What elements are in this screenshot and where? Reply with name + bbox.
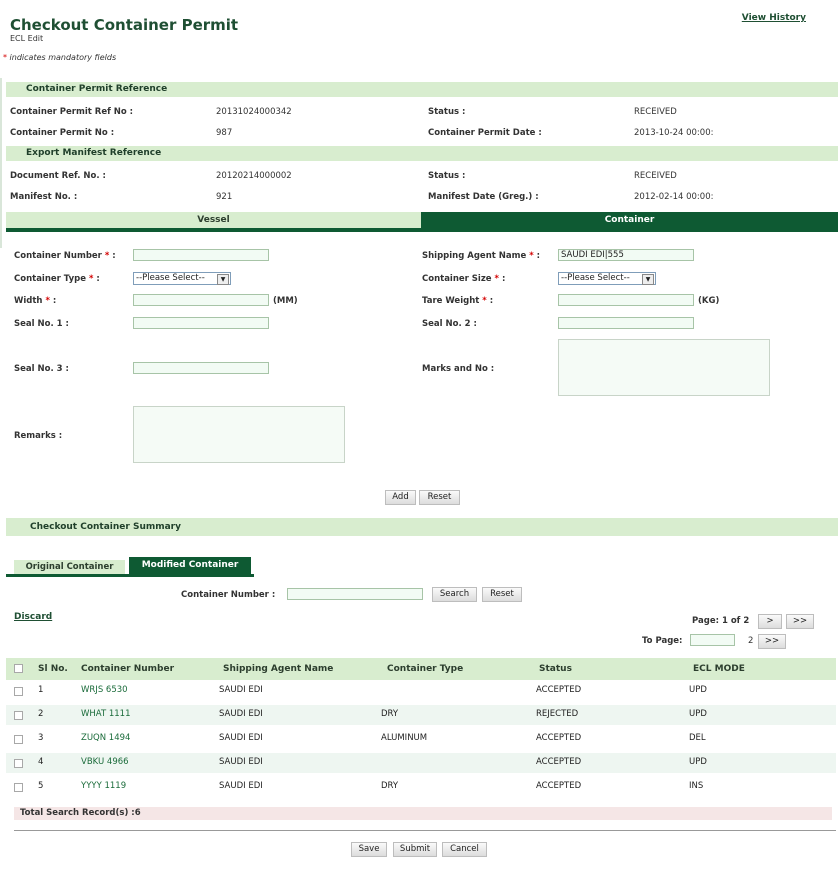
search-container-label: Container Number : [181,590,276,600]
col-sl-no[interactable]: Sl No. [38,664,68,674]
search-button[interactable]: Search [432,587,477,602]
permit-ref-no-label: Container Permit Ref No : [10,107,134,117]
manifest-status-label: Status : [428,171,466,181]
tab-vessel[interactable]: Vessel [6,212,421,228]
to-page-label: To Page: [642,636,683,646]
save-button[interactable]: Save [351,842,387,857]
col-ecl-mode[interactable]: ECL MODE [693,664,745,674]
tare-weight-label: Tare Weight * : [422,296,494,306]
permit-ref-no-value: 20131024000342 [216,107,292,117]
cell-mode: UPD [689,709,707,719]
table-row[interactable] [6,729,836,749]
width-label: Width * : [14,296,57,306]
search-container-input[interactable] [287,588,423,600]
view-history-link[interactable]: View History [741,13,806,23]
cell-status: REJECTED [536,709,579,719]
chevron-down-icon: ▼ [217,274,229,285]
cell-number[interactable]: VBKU 4966 [81,757,129,767]
width-unit: (MM) [273,296,298,306]
cell-type: DRY [381,709,399,719]
form-reset-button[interactable]: Reset [419,490,460,505]
doc-ref-label: Document Ref. No. : [10,171,106,181]
row-checkbox[interactable] [14,759,23,768]
row-checkbox[interactable] [14,735,23,744]
cell-status: ACCEPTED [536,733,582,743]
select-all-checkbox[interactable] [14,664,23,673]
remarks-textarea[interactable] [133,406,345,463]
cell-agent: SAUDI EDI [219,757,263,767]
marks-textarea[interactable] [558,339,770,396]
shipping-agent-label: Shipping Agent Name * : [422,251,541,261]
cell-type: ALUMINUM [381,733,428,743]
go-page-button[interactable]: >> [758,634,786,649]
width-input[interactable] [133,294,269,306]
row-checkbox[interactable] [14,783,23,792]
cell-status: ACCEPTED [536,685,582,695]
seal2-input[interactable] [558,317,694,329]
page-indicator: Page: 1 of 2 [692,616,750,626]
cell-mode: UPD [689,757,707,767]
manifest-date-label: Manifest Date (Greg.) : [428,192,539,202]
col-container-number[interactable]: Container Number [81,664,175,674]
row-checkbox[interactable] [14,687,23,696]
table-header [6,658,836,680]
cell-number[interactable]: WRJS 6530 [81,685,128,695]
table-row[interactable] [6,753,836,773]
seal1-label: Seal No. 1 : [14,319,69,329]
seal3-input[interactable] [133,362,269,374]
manifest-no-label: Manifest No. : [10,192,78,202]
search-reset-button[interactable]: Reset [482,587,522,602]
to-page-count: 2 [748,636,754,646]
container-number-input[interactable] [133,249,269,261]
chevron-down-icon: ▼ [642,274,654,285]
tab-modified-container[interactable]: Modified Container [129,557,251,574]
cell-type: DRY [381,781,399,791]
permit-date-value: 2013-10-24 00:00: [634,128,714,138]
cell-sl: 3 [38,733,44,743]
cell-status: ACCEPTED [536,757,582,767]
table-row[interactable] [6,705,836,725]
cell-sl: 5 [38,781,44,791]
cell-number[interactable]: ZUQN 1494 [81,733,131,743]
permit-no-label: Container Permit No : [10,128,115,138]
permit-status-value: RECEIVED [634,107,677,117]
container-size-select[interactable]: --Please Select-- ▼ [558,272,656,285]
manifest-no-value: 921 [216,192,233,202]
remarks-label: Remarks : [14,431,63,441]
footer-divider [14,830,836,831]
page-title: Checkout Container Permit [10,16,239,34]
container-type-label: Container Type * : [14,274,100,284]
table-row[interactable] [6,777,836,797]
manifest-reference-header: Export Manifest Reference [6,146,838,161]
summary-header: Checkout Container Summary [6,518,838,536]
cell-sl: 4 [38,757,44,767]
permit-status-label: Status : [428,107,466,117]
seal3-label: Seal No. 3 : [14,364,69,374]
seal1-input[interactable] [133,317,269,329]
tab-underline [6,228,838,232]
tab-original-container[interactable]: Original Container [14,560,125,574]
page-subtitle: ECL Edit [10,34,44,43]
container-number-label: Container Number * : [14,251,116,261]
col-container-type[interactable]: Container Type [387,664,464,674]
discard-link[interactable]: Discard [14,612,53,622]
cell-sl: 1 [38,685,44,695]
cell-number[interactable]: WHAT 1111 [81,709,131,719]
container-size-label: Container Size * : [422,274,506,284]
tare-weight-unit: (KG) [698,296,720,306]
cell-agent: SAUDI EDI [219,709,263,719]
mandatory-text: indicates mandatory fields [7,53,117,62]
tare-weight-input[interactable] [558,294,694,306]
to-page-input[interactable] [690,634,735,646]
manifest-date-value: 2012-02-14 00:00: [634,192,714,202]
next-page-button[interactable]: > [758,614,782,629]
tab-container[interactable]: Container [421,212,838,228]
cell-status: ACCEPTED [536,781,582,791]
permit-reference-header: Container Permit Reference [6,82,838,97]
row-checkbox[interactable] [14,711,23,720]
required-star: * [3,53,7,62]
col-shipping-agent[interactable]: Shipping Agent Name [223,664,334,674]
shipping-agent-input[interactable] [558,249,694,261]
manifest-status-value: RECEIVED [634,171,677,181]
last-page-button[interactable]: >> [786,614,814,629]
marks-label: Marks and No : [422,364,495,374]
add-button[interactable]: Add [385,490,416,505]
mandatory-note [3,53,116,62]
cell-mode: INS [689,781,704,791]
cell-agent: SAUDI EDI [219,685,263,695]
submit-button[interactable]: Submit [393,842,437,857]
seal2-label: Seal No. 2 : [422,319,477,329]
container-type-select[interactable]: --Please Select-- ▼ [133,272,231,285]
cell-agent: SAUDI EDI [219,733,263,743]
cell-mode: UPD [689,685,707,695]
cell-sl: 2 [38,709,44,719]
doc-ref-value: 20120214000002 [216,171,292,181]
cell-mode: DEL [689,733,706,743]
cell-agent: SAUDI EDI [219,781,263,791]
cell-number[interactable]: YYYY 1119 [81,781,127,791]
col-status[interactable]: Status [539,664,572,674]
left-border [0,78,2,248]
total-records: Total Search Record(s) :6 [14,807,832,820]
subtab-underline [6,574,254,577]
permit-no-value: 987 [216,128,233,138]
permit-date-label: Container Permit Date : [428,128,542,138]
table-row[interactable] [6,681,836,701]
cancel-button[interactable]: Cancel [442,842,487,857]
